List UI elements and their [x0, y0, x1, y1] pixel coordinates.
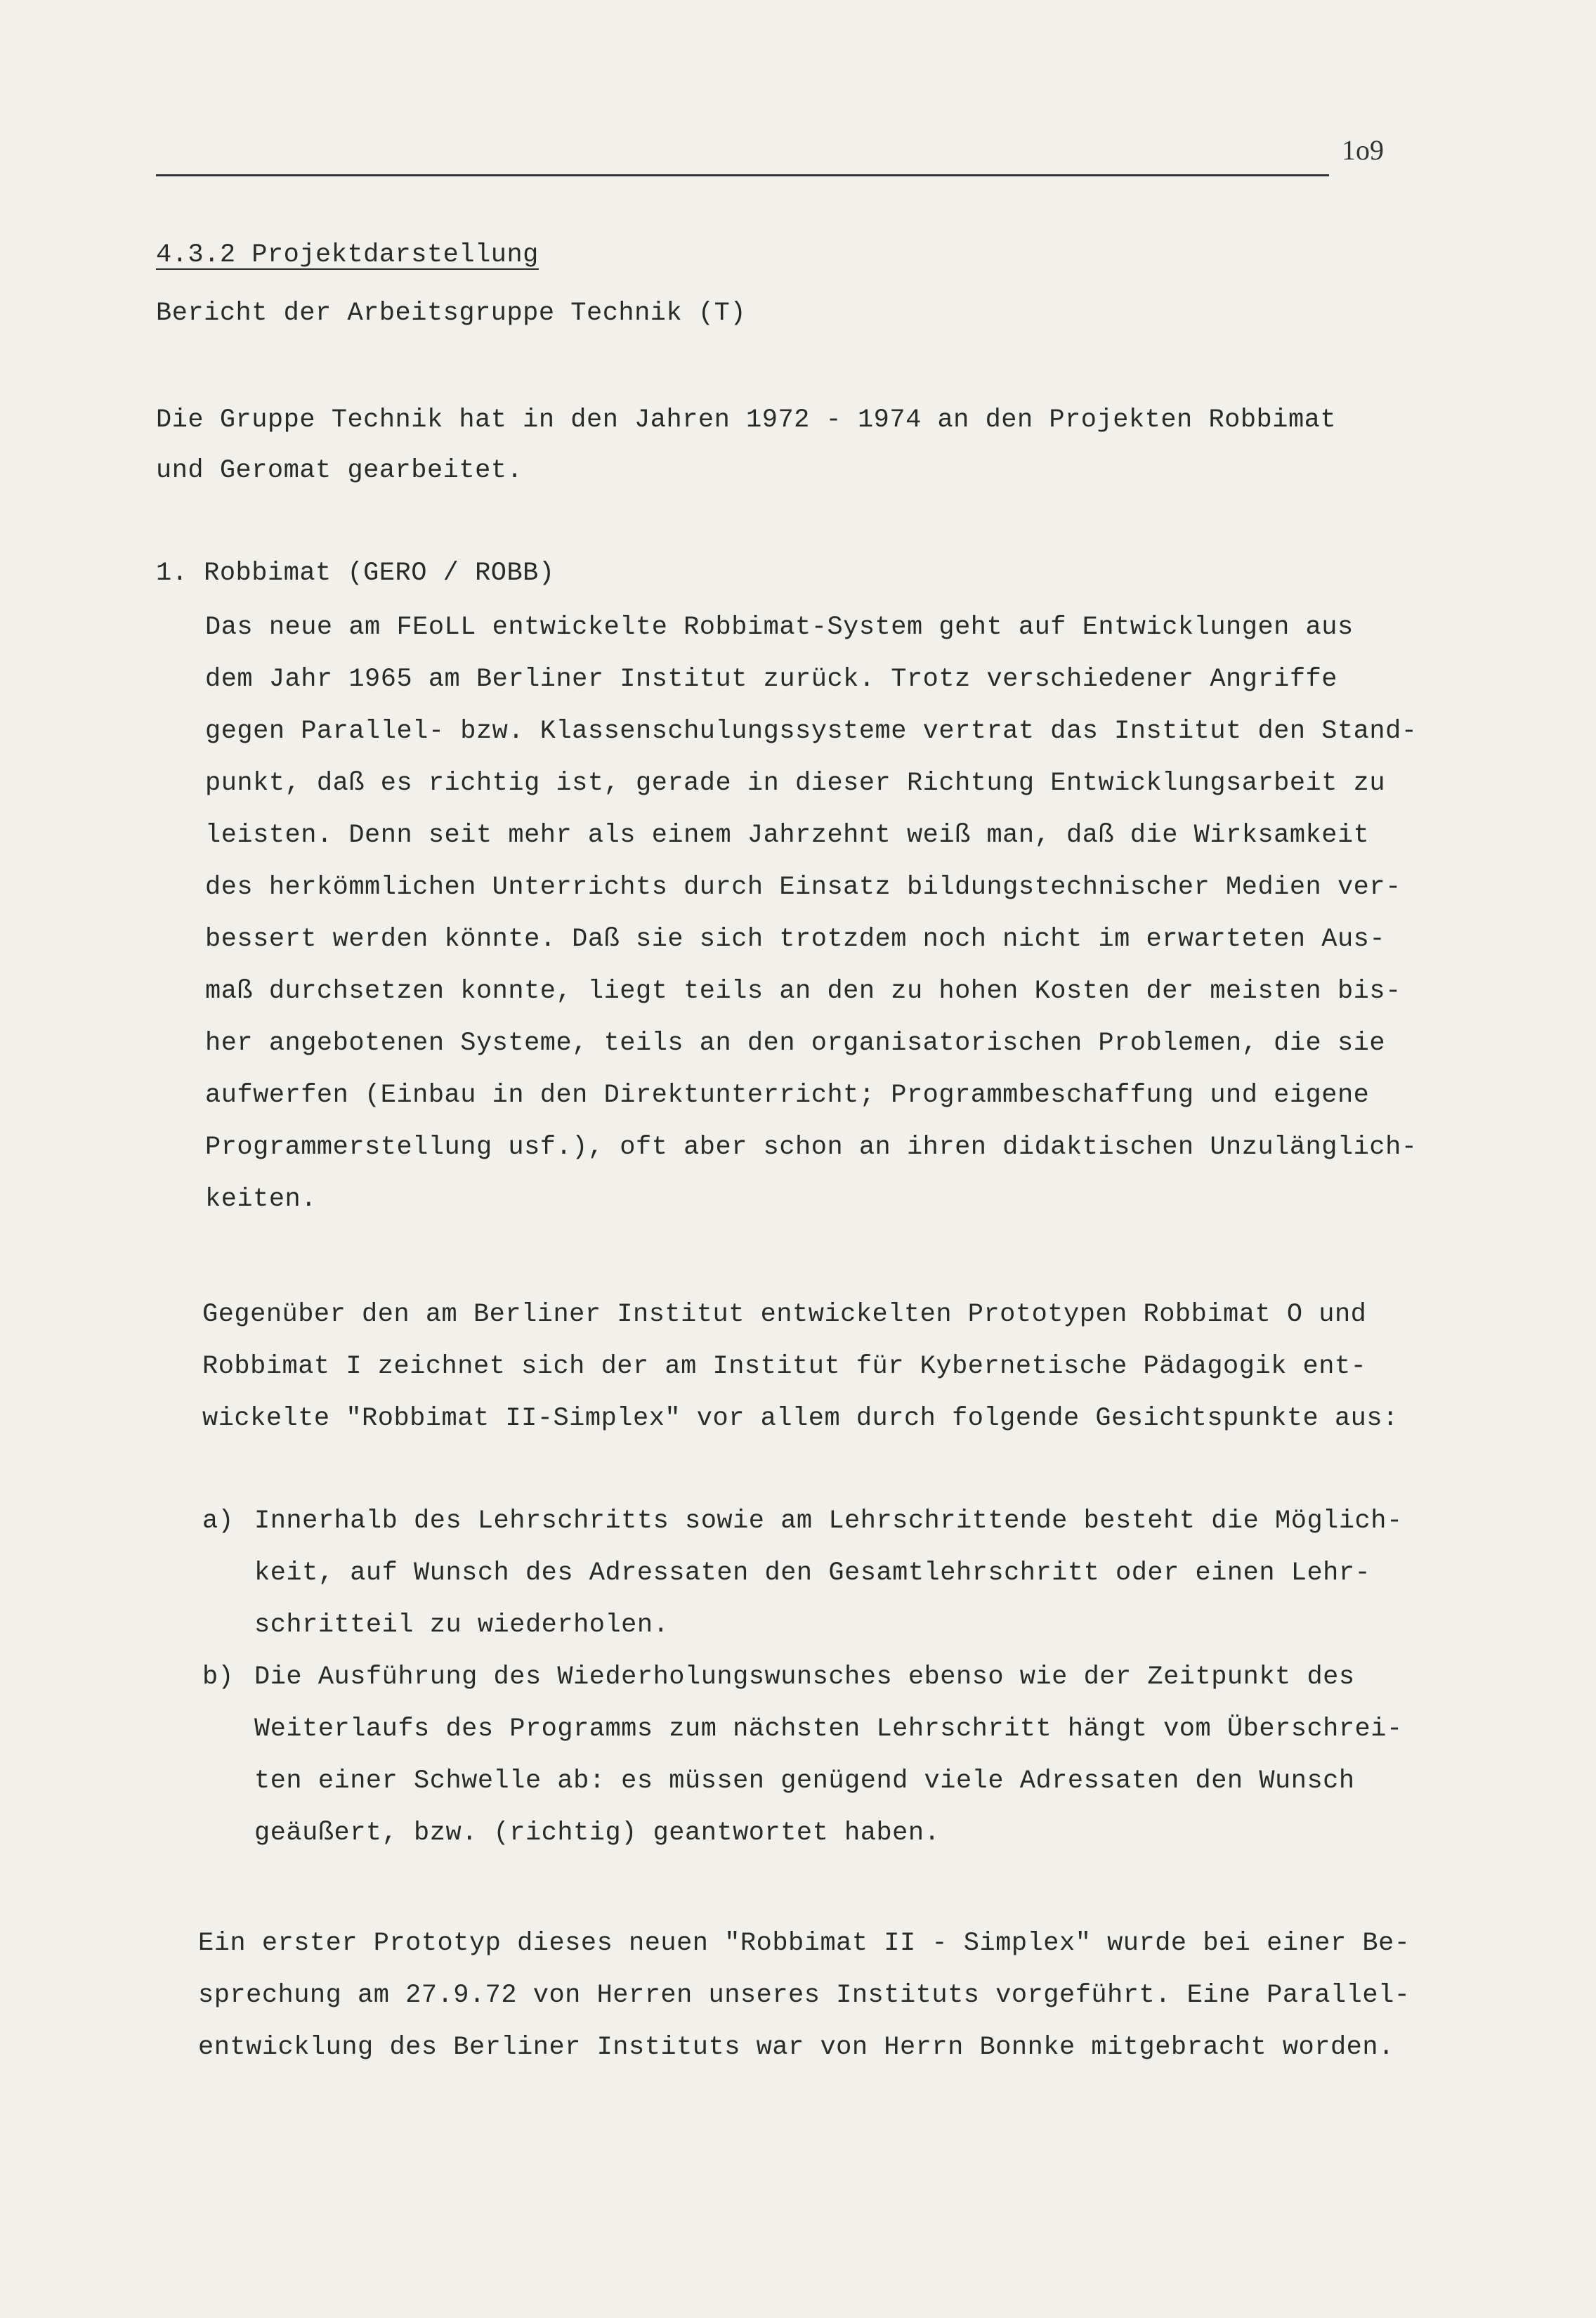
text-line: Robbimat I zeichnet sich der am Institut für Kybernetische Pädagogik ent-	[202, 1352, 1367, 1381]
text-line: Gegenüber den am Berliner Institut entwickelten Prototypen Robbimat O und	[202, 1300, 1367, 1329]
text-line: des herkömmlichen Unterrichts durch Einsatz bildungstechnischer Medien ver-	[205, 873, 1401, 902]
text-line: und Geromat gearbeitet.	[156, 456, 523, 486]
text-line: wickelte "Robbimat II-Simplex" vor allem durch folgende Gesichtspunkte aus:	[202, 1404, 1399, 1433]
page-number: 1o9	[1342, 134, 1384, 166]
text-line: her angebotenen Systeme, teils an den organisatorischen Problemen, die sie	[205, 1029, 1386, 1058]
text-line: maß durchsetzen konnte, liegt teils an den zu hohen Kosten der meisten bis-	[205, 977, 1401, 1006]
paragraph-1	[205, 615, 1417, 1239]
text-line: Ein erster Prototyp dieses neuen "Robbimat II - Simplex" wurde bei einer Be-	[198, 1929, 1411, 1958]
list-marker: a)	[202, 1506, 234, 1536]
text-line: bessert werden könnte. Daß sie sich trotzdem noch nicht im erwarteten Aus-	[205, 925, 1386, 954]
text-line: schritteil zu wiederholen.	[254, 1610, 669, 1640]
text-line: leisten. Denn seit mehr als einem Jahrzehnt weiß man, daß die Wirksamkeit	[205, 821, 1370, 850]
feature-list	[202, 1506, 1403, 1873]
report-title: Bericht der Arbeitsgruppe Technik (T)	[156, 299, 747, 328]
header-rule	[156, 174, 1329, 176]
text-line: keiten.	[205, 1185, 317, 1214]
text-line: keit, auf Wunsch des Adressaten den Gesamtlehrschritt oder einen Lehr-	[254, 1558, 1371, 1588]
text-line: Innerhalb des Lehrschritts sowie am Lehrschrittende besteht die Möglich-	[254, 1506, 1403, 1536]
item-heading: 1. Robbimat (GERO / ROBB)	[156, 559, 555, 588]
paragraph-3	[198, 1931, 1410, 2087]
intro-paragraph	[156, 405, 1337, 509]
text-line: entwicklung des Berliner Instituts war von Herrn Bonnke mitgebracht worden.	[198, 2033, 1394, 2062]
text-line: geäußert, bzw. (richtig) geantwortet haben.	[254, 1818, 941, 1848]
section-heading: 4.3.2 Projektdarstellung	[156, 240, 539, 270]
text-line: aufwerfen (Einbau in den Direktunterricht; Programmbeschaffung und eigene	[205, 1081, 1370, 1110]
text-line: Die Ausführung des Wiederholungswunsches ebenso wie der Zeitpunkt des	[254, 1662, 1355, 1692]
text-line: punkt, daß es richtig ist, gerade in dieser Richtung Entwicklungsarbeit zu	[205, 769, 1386, 798]
list-item-a	[202, 1506, 1403, 1665]
text-line: sprechung am 27.9.72 von Herren unseres Instituts vorgeführt. Eine Parallel-	[198, 1981, 1411, 2010]
text-line: Programmerstellung usf.), oft aber schon an ihren didaktischen Unzulänglich-	[205, 1133, 1418, 1162]
list-marker: b)	[202, 1662, 234, 1692]
text-line: dem Jahr 1965 am Berliner Institut zurück. Trotz verschiedener Angriffe	[205, 665, 1337, 694]
text-line: Die Gruppe Technik hat in den Jahren 1972 - 1974 an den Projekten Robbimat	[156, 405, 1337, 435]
text-line: ten einer Schwelle ab: es müssen genügend viele Adressaten den Wunsch	[254, 1766, 1355, 1796]
text-line: Das neue am FEoLL entwickelte Robbimat-System geht auf Entwicklungen aus	[205, 613, 1354, 642]
paragraph-2	[202, 1302, 1399, 1458]
text-line: gegen Parallel- bzw. Klassenschulungssysteme vertrat das Institut den Stand-	[205, 717, 1418, 746]
text-line: Weiterlaufs des Programms zum nächsten Lehrschritt hängt vom Überschrei-	[254, 1714, 1403, 1744]
list-item-b	[202, 1662, 1403, 1873]
